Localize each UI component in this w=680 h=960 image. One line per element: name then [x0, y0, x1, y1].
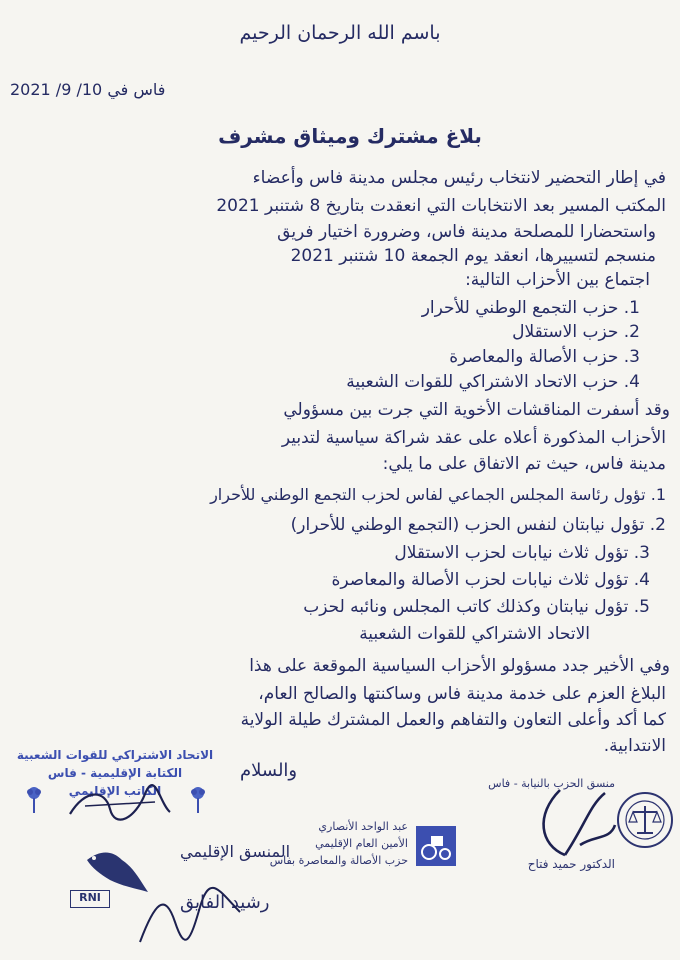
istiqlal-stamp [460, 775, 675, 875]
closing-line: البلاغ العزم على خدمة مدينة فاس وساكنتها والصالح العام، [258, 684, 666, 704]
rni-signature [130, 882, 250, 952]
party-item: 3. حزب الأصالة والمعاصرة [449, 347, 640, 367]
usfp-stamp-line-3: الكاتب الإقليمي [68, 784, 162, 798]
usfp-stamp-line-1: الاتحاد الاشتراكي للقوات الشعبية [16, 748, 214, 762]
pam-stamp [269, 820, 460, 890]
agreement-item: 3. تؤول ثلاث نيابات لحزب الاستقلال [394, 543, 650, 563]
pam-stamp-line-1: عبد الواحد الأنصاري [318, 820, 408, 833]
agreement-item: 5. تؤول نيابتان وكذلك كاتب المجلس ونائبه لحزب [303, 597, 650, 617]
document-title: بلاغ مشترك وميثاق مشرف [218, 124, 482, 148]
party-item: 4. حزب الاتحاد الاشتراكي للقوات الشعبية [346, 372, 640, 392]
istiqlal-signer-name: الدكتور حميد فتاح [527, 857, 615, 871]
usfp-stamp-line-2: الكتابة الإقليمية - فاس [47, 766, 183, 780]
pam-stamp-line-2: الأمين العام الإقليمي [315, 837, 408, 850]
rose-icon [187, 784, 209, 814]
agreement-item: الاتحاد الاشتراكي للقوات الشعبية [359, 624, 590, 644]
closing-line: الانتدابية. [603, 736, 666, 756]
scales-icon [615, 790, 675, 850]
agreement-item: 1. تؤول رئاسة المجلس الجماعي لفاس لحزب التجمع الوطني للأحرار [210, 485, 666, 504]
party-item: 2. حزب الاستقلال [512, 322, 640, 342]
rni-logo-text: RNI [79, 891, 101, 904]
party-item: 1. حزب التجمع الوطني للأحرار [421, 298, 640, 318]
rni-role: المنسق الإقليمي [180, 842, 291, 861]
istiqlal-stamp-line-1: منسق الحزب بالنيابة - فاس [488, 777, 615, 790]
body-line-5: اجتماع بين الأحزاب التالية: [465, 270, 650, 290]
usfp-signature [65, 784, 175, 824]
body-line-8: مدينة فاس، حيث تم الاتفاق على ما يلي: [382, 454, 666, 474]
usfp-stamp [15, 748, 215, 828]
body-line-6: وقد أسفرت المناقشات الأخوية التي جرت بين مسؤولي [283, 400, 670, 420]
basmala: باسم الله الرحمان الرحيم [239, 22, 441, 44]
rni-logo [70, 890, 110, 908]
agreement-item: 2. تؤول نيابتان لنفس الحزب (التجمع الوطني للأحرار) [290, 515, 666, 535]
place-date: فاس في 10/ 9/ 2021 [10, 80, 166, 99]
salutation: والسلام [240, 760, 298, 781]
rni-stamp [20, 830, 320, 960]
istiqlal-signature [530, 785, 620, 865]
closing-line: وفي الأخير جدد مسؤولو الأحزاب السياسية الموقعة على هذا [249, 656, 670, 676]
pam-tractor-logo-icon [416, 826, 456, 866]
body-line-7: الأحزاب المذكورة أعلاه على عقد شراكة سياسية لتدبير [281, 428, 666, 448]
pam-stamp-line-3: حزب الأصالة والمعاصرة بفاس [269, 854, 408, 867]
agreement-item: 4. تؤول ثلاث نيابات لحزب الأصالة والمعاصرة [331, 570, 650, 590]
body-line-1: في إطار التحضير لانتخاب رئيس مجلس مدينة فاس وأعضاء [252, 168, 666, 188]
rni-signer-name: رشيد الفايق [180, 892, 270, 913]
body-line-4: منسجم لتسييرها، انعقد يوم الجمعة 10 شتنبر 2021 [290, 246, 656, 266]
rose-icon [23, 784, 45, 814]
closing-line: كما أكد وأعلى التعاون والتفاهم والعمل المشترك طيلة الولاية [240, 710, 666, 730]
body-line-3: واستحضارا للمصلحة مدينة فاس، وضرورة اختيار فريق [277, 222, 656, 242]
body-line-2: المكتب المسير بعد الانتخابات التي انعقدت بتاريخ 8 شتنبر 2021 [216, 196, 666, 216]
